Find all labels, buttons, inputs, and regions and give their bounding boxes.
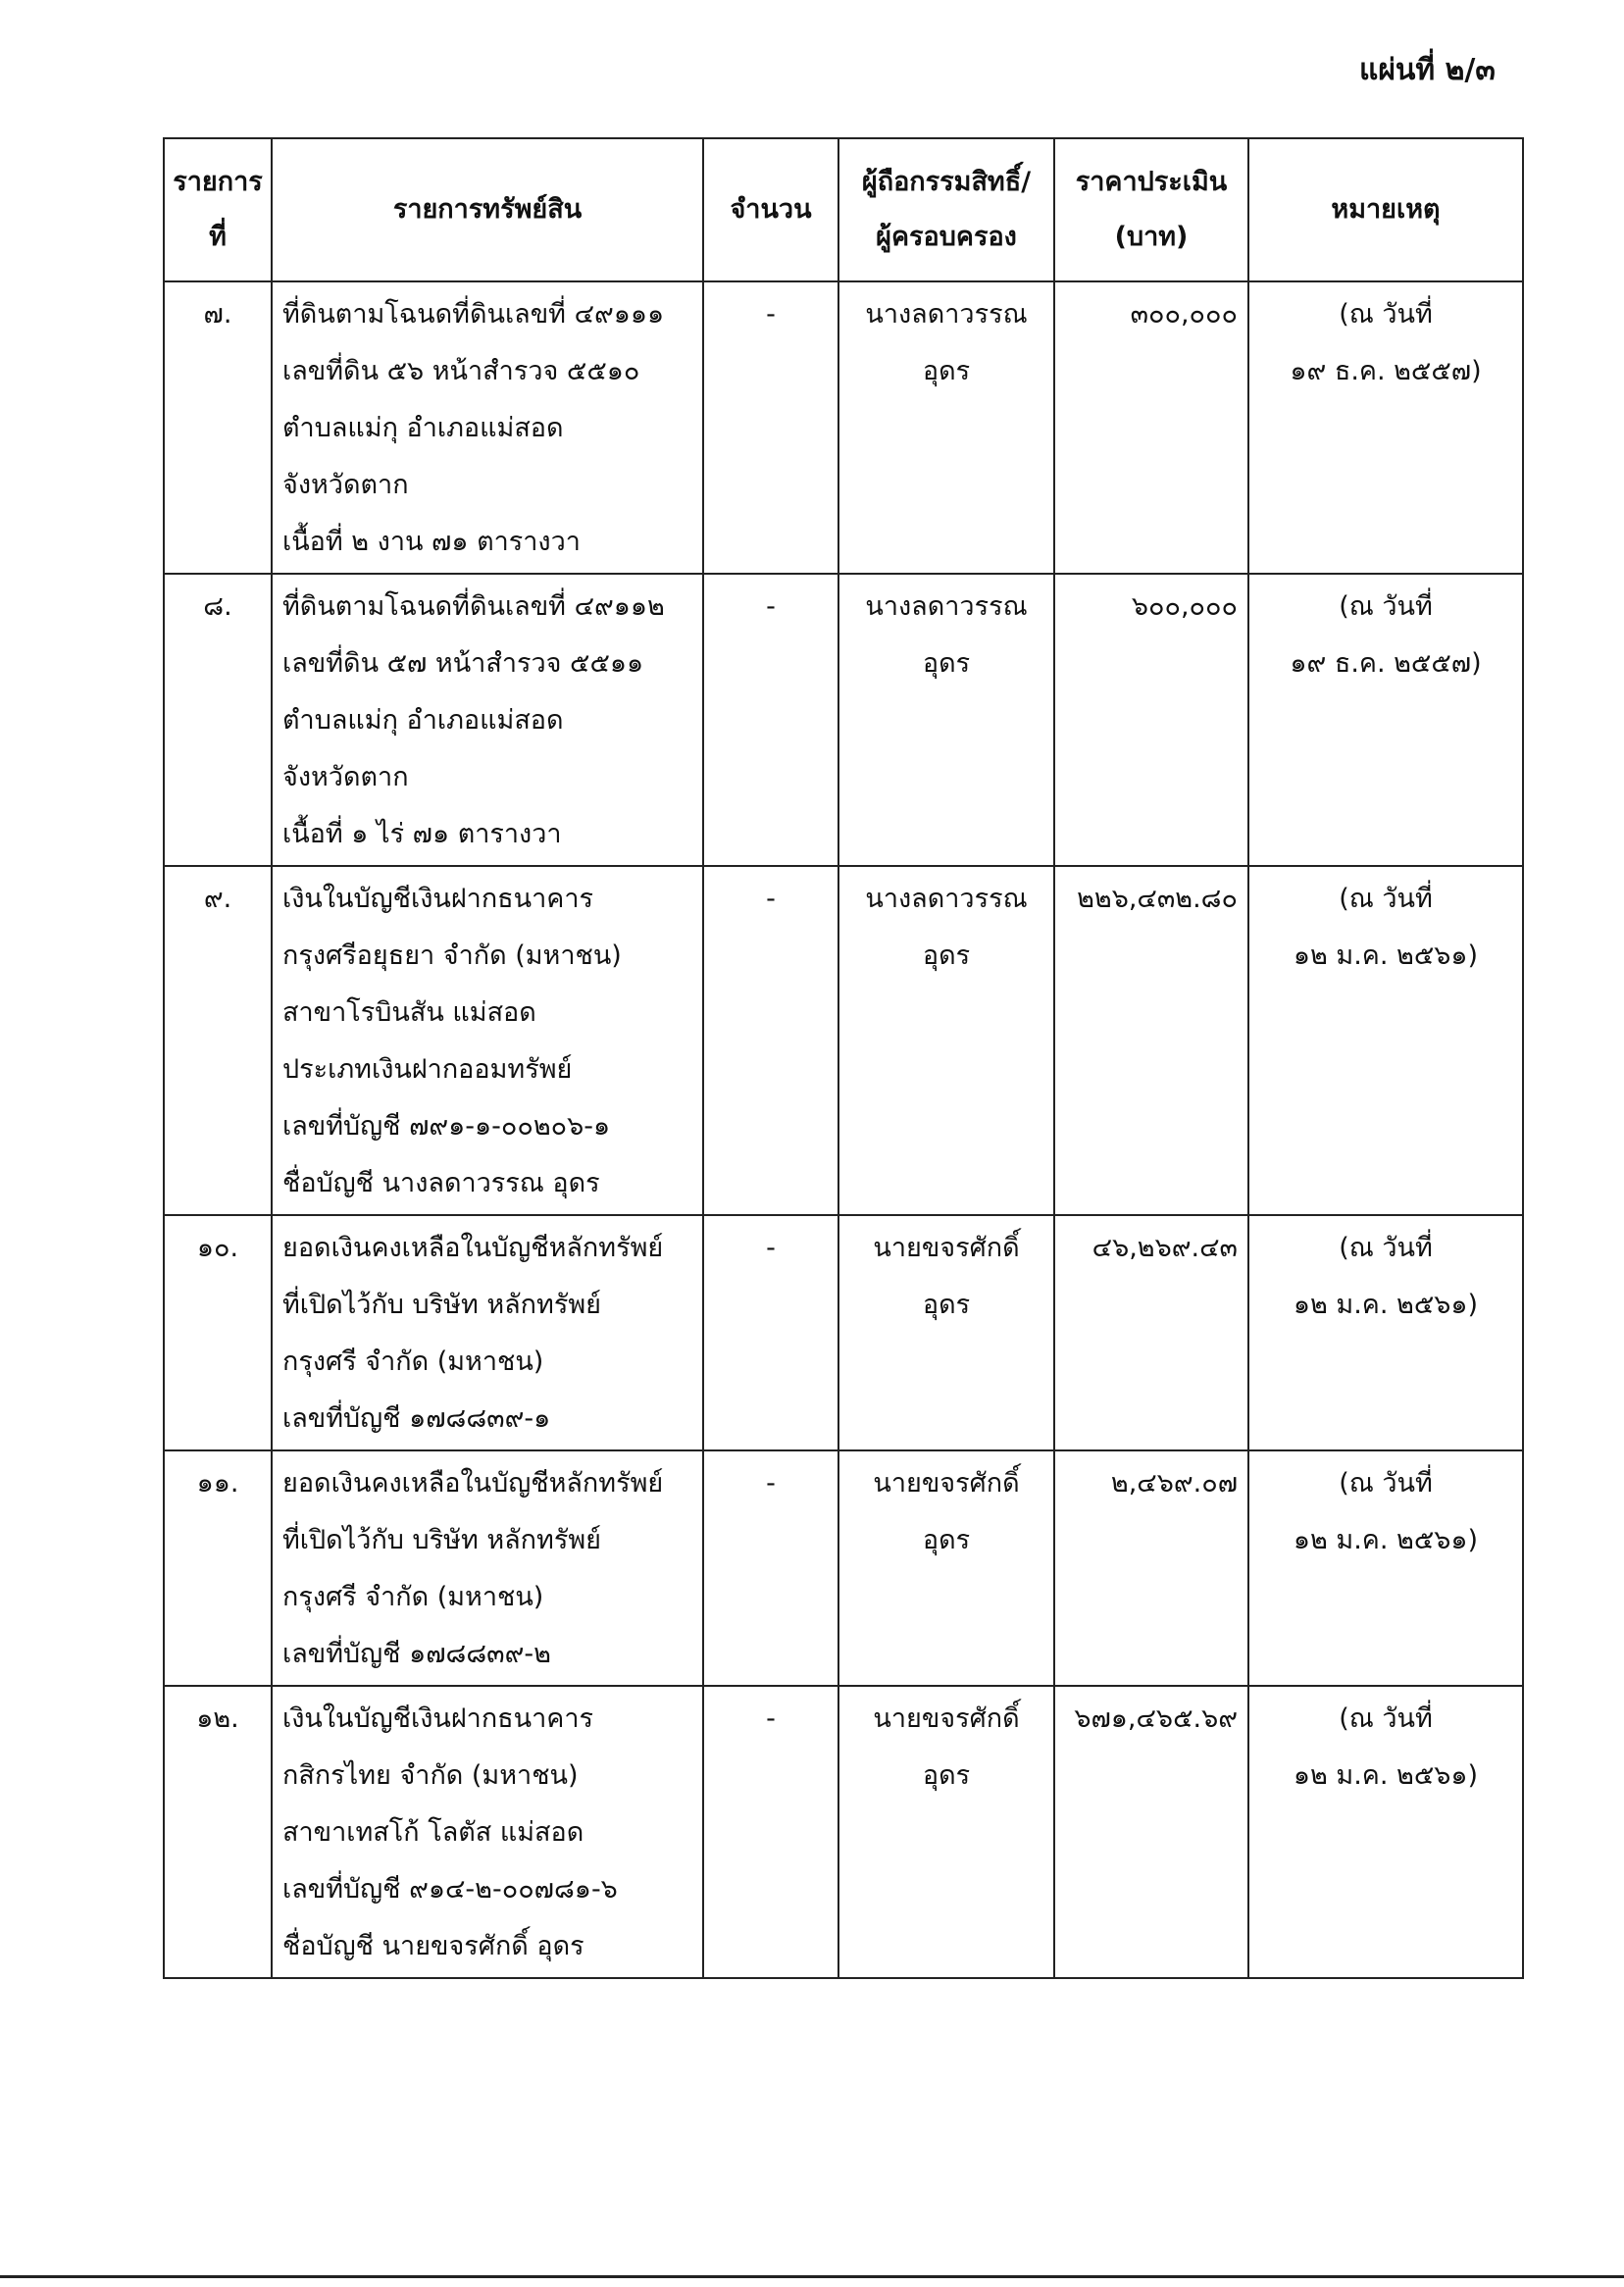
item-quantity: - bbox=[703, 574, 838, 866]
item-number: ๑๒. bbox=[164, 1686, 272, 1978]
header-remark: หมายเหตุ bbox=[1248, 138, 1523, 281]
header-item-no: รายการ ที่ bbox=[164, 138, 272, 281]
item-price: ๓๐๐,๐๐๐ bbox=[1054, 281, 1248, 574]
item-number: ๑๐. bbox=[164, 1215, 272, 1450]
item-remark: (ณ วันที่ ๑๙ ธ.ค. ๒๕๕๗) bbox=[1248, 574, 1523, 866]
item-remark: (ณ วันที่ ๑๒ ม.ค. ๒๕๖๑) bbox=[1248, 1215, 1523, 1450]
item-remark: (ณ วันที่ ๑๒ ม.ค. ๒๕๖๑) bbox=[1248, 866, 1523, 1215]
table-row bbox=[164, 1215, 1523, 1450]
item-price: ๔๖,๒๖๙.๔๓ bbox=[1054, 1215, 1248, 1450]
item-description: ที่ดินตามโฉนดที่ดินเลขที่ ๔๙๑๑๒ เลขที่ดิน ๕๗ หน้าสำรวจ ๕๕๑๑ ตำบลแม่กุ อำเภอแม่สอด จังหวัดตาก เนื้อที่ ๑ ไร่ ๗๑ ตารางวา bbox=[272, 574, 703, 866]
bottom-rule bbox=[0, 2275, 1624, 2278]
item-quantity: - bbox=[703, 1450, 838, 1686]
item-number: ๘. bbox=[164, 574, 272, 866]
item-quantity: - bbox=[703, 1686, 838, 1978]
table-row bbox=[164, 574, 1523, 866]
item-owner: นางลดาวรรณ อุดร bbox=[838, 866, 1054, 1215]
asset-table bbox=[163, 137, 1524, 1979]
item-description: ที่ดินตามโฉนดที่ดินเลขที่ ๔๙๑๑๑ เลขที่ดิน ๕๖ หน้าสำรวจ ๕๕๑๐ ตำบลแม่กุ อำเภอแม่สอด จังหวัดตาก เนื้อที่ ๒ งาน ๗๑ ตารางวา bbox=[272, 281, 703, 574]
header-price: ราคาประเมิน (บาท) bbox=[1054, 138, 1248, 281]
item-remark: (ณ วันที่ ๑๒ ม.ค. ๒๕๖๑) bbox=[1248, 1686, 1523, 1978]
table-row bbox=[164, 866, 1523, 1215]
item-owner: นางลดาวรรณ อุดร bbox=[838, 281, 1054, 574]
item-owner: นายขจรศักดิ์ อุดร bbox=[838, 1686, 1054, 1978]
header-owner: ผู้ถือกรรมสิทธิ์/ ผู้ครอบครอง bbox=[838, 138, 1054, 281]
table-row bbox=[164, 281, 1523, 574]
item-owner: นายขจรศักดิ์ อุดร bbox=[838, 1450, 1054, 1686]
header-quantity: จำนวน bbox=[703, 138, 838, 281]
item-price: ๒,๔๖๙.๐๗ bbox=[1054, 1450, 1248, 1686]
item-owner: นางลดาวรรณ อุดร bbox=[838, 574, 1054, 866]
item-quantity: - bbox=[703, 281, 838, 574]
item-number: ๑๑. bbox=[164, 1450, 272, 1686]
header-description: รายการทรัพย์สิน bbox=[272, 138, 703, 281]
item-price: ๒๒๖,๔๓๒.๘๐ bbox=[1054, 866, 1248, 1215]
item-description: เงินในบัญชีเงินฝากธนาคาร กรุงศรีอยุธยา จำกัด (มหาชน) สาขาโรบินสัน แม่สอด ประเภทเงินฝากออมทรัพย์ เลขที่บัญชี ๗๙๑-๑-๐๐๒๐๖-๑ ชื่อบัญชี นางลดาวรรณ อุดร bbox=[272, 866, 703, 1215]
item-description: เงินในบัญชีเงินฝากธนาคาร กสิกรไทย จำกัด (มหาชน) สาขาเทสโก้ โลตัส แม่สอด เลขที่บัญชี ๙๑๔-๒-๐๐๗๘๑-๖ ชื่อบัญชี นายขจรศักดิ์ อุดร bbox=[272, 1686, 703, 1978]
item-description: ยอดเงินคงเหลือในบัญชีหลักทรัพย์ ที่เปิดไว้กับ บริษัท หลักทรัพย์ กรุงศรี จำกัด (มหาชน) เลขที่บัญชี ๑๗๘๘๓๙-๑ bbox=[272, 1215, 703, 1450]
item-remark: (ณ วันที่ ๑๙ ธ.ค. ๒๕๕๗) bbox=[1248, 281, 1523, 574]
table-row bbox=[164, 1686, 1523, 1978]
table-row bbox=[164, 1450, 1523, 1686]
item-number: ๙. bbox=[164, 866, 272, 1215]
item-price: ๖๐๐,๐๐๐ bbox=[1054, 574, 1248, 866]
item-price: ๖๗๑,๔๖๕.๖๙ bbox=[1054, 1686, 1248, 1978]
item-owner: นายขจรศักดิ์ อุดร bbox=[838, 1215, 1054, 1450]
header-row bbox=[164, 138, 1523, 281]
item-remark: (ณ วันที่ ๑๒ ม.ค. ๒๕๖๑) bbox=[1248, 1450, 1523, 1686]
item-number: ๗. bbox=[164, 281, 272, 574]
page-number: แผ่นที่ ๒/๓ bbox=[1359, 53, 1496, 87]
item-description: ยอดเงินคงเหลือในบัญชีหลักทรัพย์ ที่เปิดไว้กับ บริษัท หลักทรัพย์ กรุงศรี จำกัด (มหาชน) เลขที่บัญชี ๑๗๘๘๓๙-๒ bbox=[272, 1450, 703, 1686]
item-quantity: - bbox=[703, 1215, 838, 1450]
item-quantity: - bbox=[703, 866, 838, 1215]
